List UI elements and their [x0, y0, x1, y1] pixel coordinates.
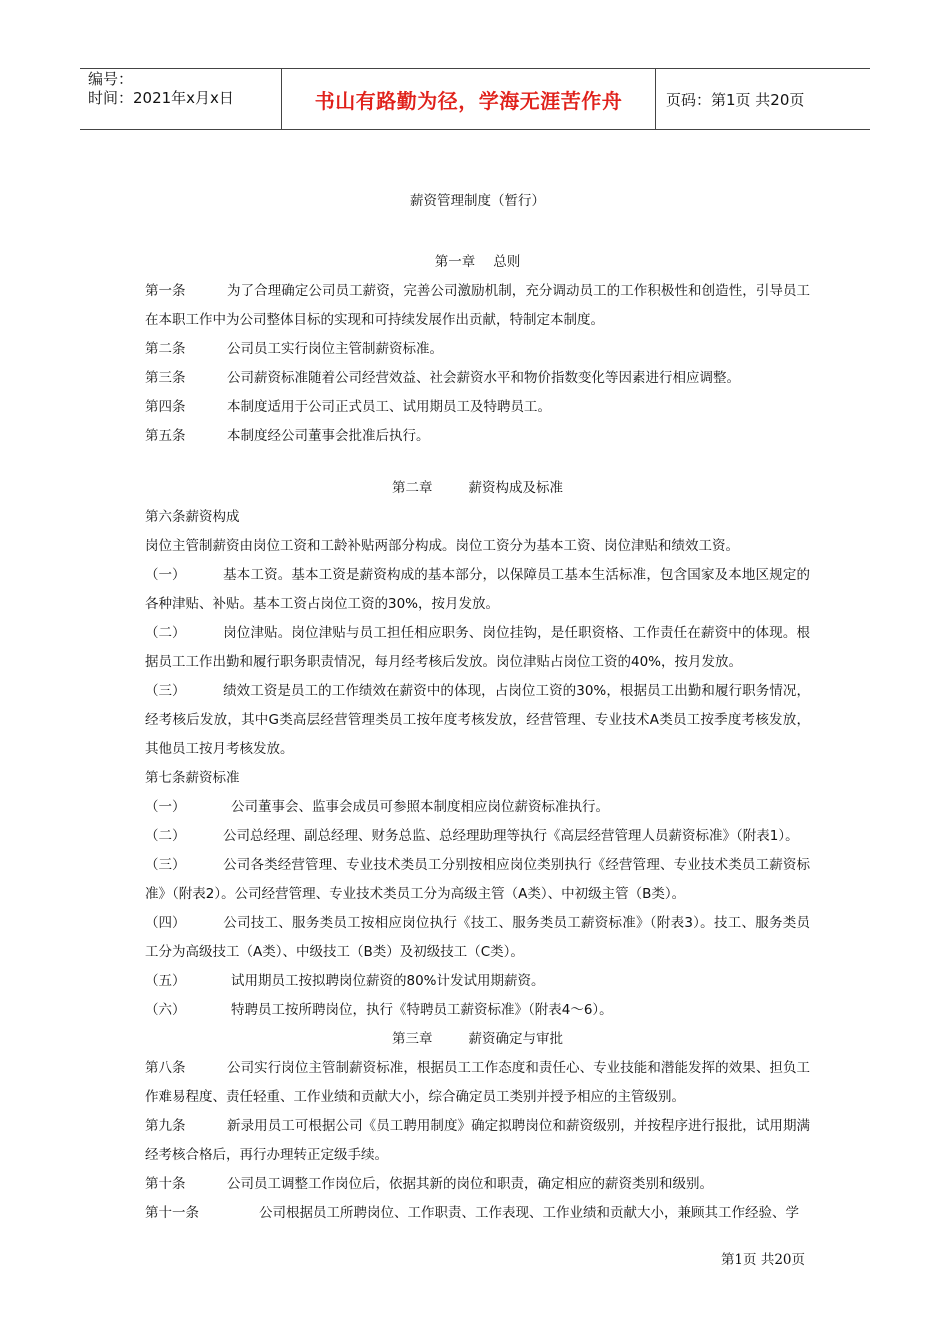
- article: [145, 393, 810, 422]
- article-number: 第十一条: [145, 1205, 199, 1221]
- clause-number: （二）: [145, 625, 186, 641]
- article-number: 第五条: [145, 428, 186, 444]
- article-text: 公司员工实行岗位主管制薪资标准。: [227, 341, 443, 357]
- clause-number: （二）: [145, 828, 186, 844]
- clause: [145, 996, 810, 1025]
- article-text: 公司根据员工所聘岗位、工作职责、工作表现、工作业绩和贡献大小，兼顾其工作经验、学: [259, 1205, 799, 1221]
- article: [145, 422, 810, 451]
- article-text: 本制度经公司董事会批准后执行。: [227, 428, 430, 444]
- chapter-number: 第一章: [434, 254, 476, 270]
- article-text: 公司实行岗位主管制薪资标准，根据员工工作态度和责任心、专业技能和潜能发挥的效果、担负工作难易程度、责任轻重、工作业绩和贡献大小，综合确定员工类别并授予相应的主管级别。: [145, 1060, 810, 1105]
- clause-text: 公司总经理、副总经理、财务总监、总经理助理等执行《高层经营管理人员薪资标准》（附表1）。: [223, 828, 799, 844]
- article: [145, 1199, 810, 1228]
- article: [145, 1112, 810, 1170]
- article-text: 公司员工调整工作岗位后，依据其新的岗位和职责，确定相应的薪资类别和级别。: [227, 1176, 713, 1192]
- article: [145, 335, 810, 364]
- article-heading: 第七条薪资标准: [145, 770, 240, 786]
- clause: [145, 677, 810, 764]
- article-text: 本制度适用于公司正式员工、试用期员工及特聘员工。: [227, 399, 551, 415]
- chapter-number: 第二章: [392, 480, 433, 496]
- chapter-title: 薪资构成及标准: [468, 480, 563, 496]
- article-number: 第二条: [145, 341, 186, 357]
- chapter-heading: [145, 474, 810, 503]
- clause: [145, 822, 810, 851]
- clause: [145, 793, 810, 822]
- chapter-heading: [145, 1025, 810, 1054]
- clause-text: 公司技工、服务类员工按相应岗位执行《技工、服务类员工薪资标准》（附表3）。技工、服务类员工分为高级技工（A类）、中级技工（B类）及初级技工（C类）。: [145, 915, 810, 960]
- clause-text: 特聘员工按所聘岗位，执行《特聘员工薪资标准》（附表4～6）。: [231, 1002, 613, 1018]
- article-number: 第八条: [145, 1060, 186, 1076]
- article-text: 公司薪资标准随着公司经营效益、社会薪资水平和物价指数变化等因素进行相应调整。: [227, 370, 740, 386]
- clause: [145, 851, 810, 909]
- chapter-title: 总则: [493, 254, 521, 270]
- clause: [145, 967, 810, 996]
- document-title: 薪资管理制度（暂行）: [410, 193, 545, 209]
- article-number: 第一条: [145, 283, 186, 299]
- document-body: [145, 188, 810, 1228]
- chapter-title: 薪资确定与审批: [468, 1031, 563, 1047]
- clause: [145, 561, 810, 619]
- clause-text: 岗位津贴。岗位津贴与员工担任相应职务、岗位挂钩，是任职资格、工作责任在薪资中的体现。根据员工工作出勤和履行职务职责情况，每月经考核后发放。岗位津贴占岗位工资的40%，按月发放。: [145, 625, 810, 670]
- article: [145, 1054, 810, 1112]
- article: [145, 277, 810, 335]
- article-number: 第三条: [145, 370, 186, 386]
- article-text: 为了合理确定公司员工薪资，完善公司激励机制，充分调动员工的工作积极性和创造性，引导员工在本职工作中为公司整体目标的实现和可持续发展作出贡献，特制定本制度。: [145, 283, 810, 328]
- clause: [145, 909, 810, 967]
- chapter-heading: [145, 248, 810, 277]
- clause: [145, 619, 810, 677]
- page-header: [80, 68, 870, 130]
- article: [145, 1170, 810, 1199]
- article-intro: 岗位主管制薪资由岗位工资和工龄补贴两部分构成。岗位工资分为基本工资、岗位津贴和绩效工资。: [145, 538, 739, 554]
- clause-number: （三）: [145, 857, 186, 873]
- clause-text: 绩效工资是员工的工作绩效在薪资中的体现，占岗位工资的30%，根据员工出勤和履行职务情况，经考核后发放，其中G类高层经营管理类员工按年度考核发放，经营管理、专业技术A类员工按季度考核发放，其他员工按月考核发放。: [145, 683, 810, 757]
- page-footer: 第1页 共20页: [720, 1252, 805, 1268]
- clause-text: 公司各类经营管理、专业技术类员工分别按相应岗位类别执行《经营管理、专业技术类员工薪资标准》（附表2）。公司经营管理、专业技术类员工分为高级主管（A类）、中初级主管（B类）。: [145, 857, 810, 902]
- doc-date-label: 时间：2021年x月x日: [88, 89, 234, 107]
- clause-text: 试用期员工按拟聘岗位薪资的80%计发试用期薪资。: [231, 973, 545, 989]
- article-number: 第四条: [145, 399, 186, 415]
- article: [145, 364, 810, 393]
- header-motto: 书山有路勤为径，学海无涯苦作舟: [282, 69, 656, 129]
- clause-number: （一）: [145, 567, 186, 583]
- clause-number: （五）: [145, 973, 186, 989]
- clause-number: （一）: [145, 799, 186, 815]
- article-text: 新录用员工可根据公司《员工聘用制度》确定拟聘岗位和薪资级别，并按程序进行报批，试用期满经考核合格后，再行办理转正定级手续。: [145, 1118, 810, 1163]
- clause-number: （六）: [145, 1002, 186, 1018]
- article-number: 第十条: [145, 1176, 186, 1192]
- clause-text: 基本工资。基本工资是薪资构成的基本部分，以保障员工基本生活标准，包含国家及本地区规定的各种津贴、补贴。基本工资占岗位工资的30%，按月发放。: [145, 567, 810, 612]
- header-meta: [80, 69, 282, 129]
- clause-number: （三）: [145, 683, 186, 699]
- article-number: 第九条: [145, 1118, 186, 1134]
- article-heading: 第六条薪资构成: [145, 509, 240, 525]
- doc-number-label: 编号：: [88, 70, 134, 88]
- header-page-label: 页码：第1页 共20页: [666, 90, 805, 109]
- chapter-number: 第三章: [392, 1031, 433, 1047]
- clause-text: 公司董事会、监事会成员可参照本制度相应岗位薪资标准执行。: [231, 799, 609, 815]
- clause-number: （四）: [145, 915, 186, 931]
